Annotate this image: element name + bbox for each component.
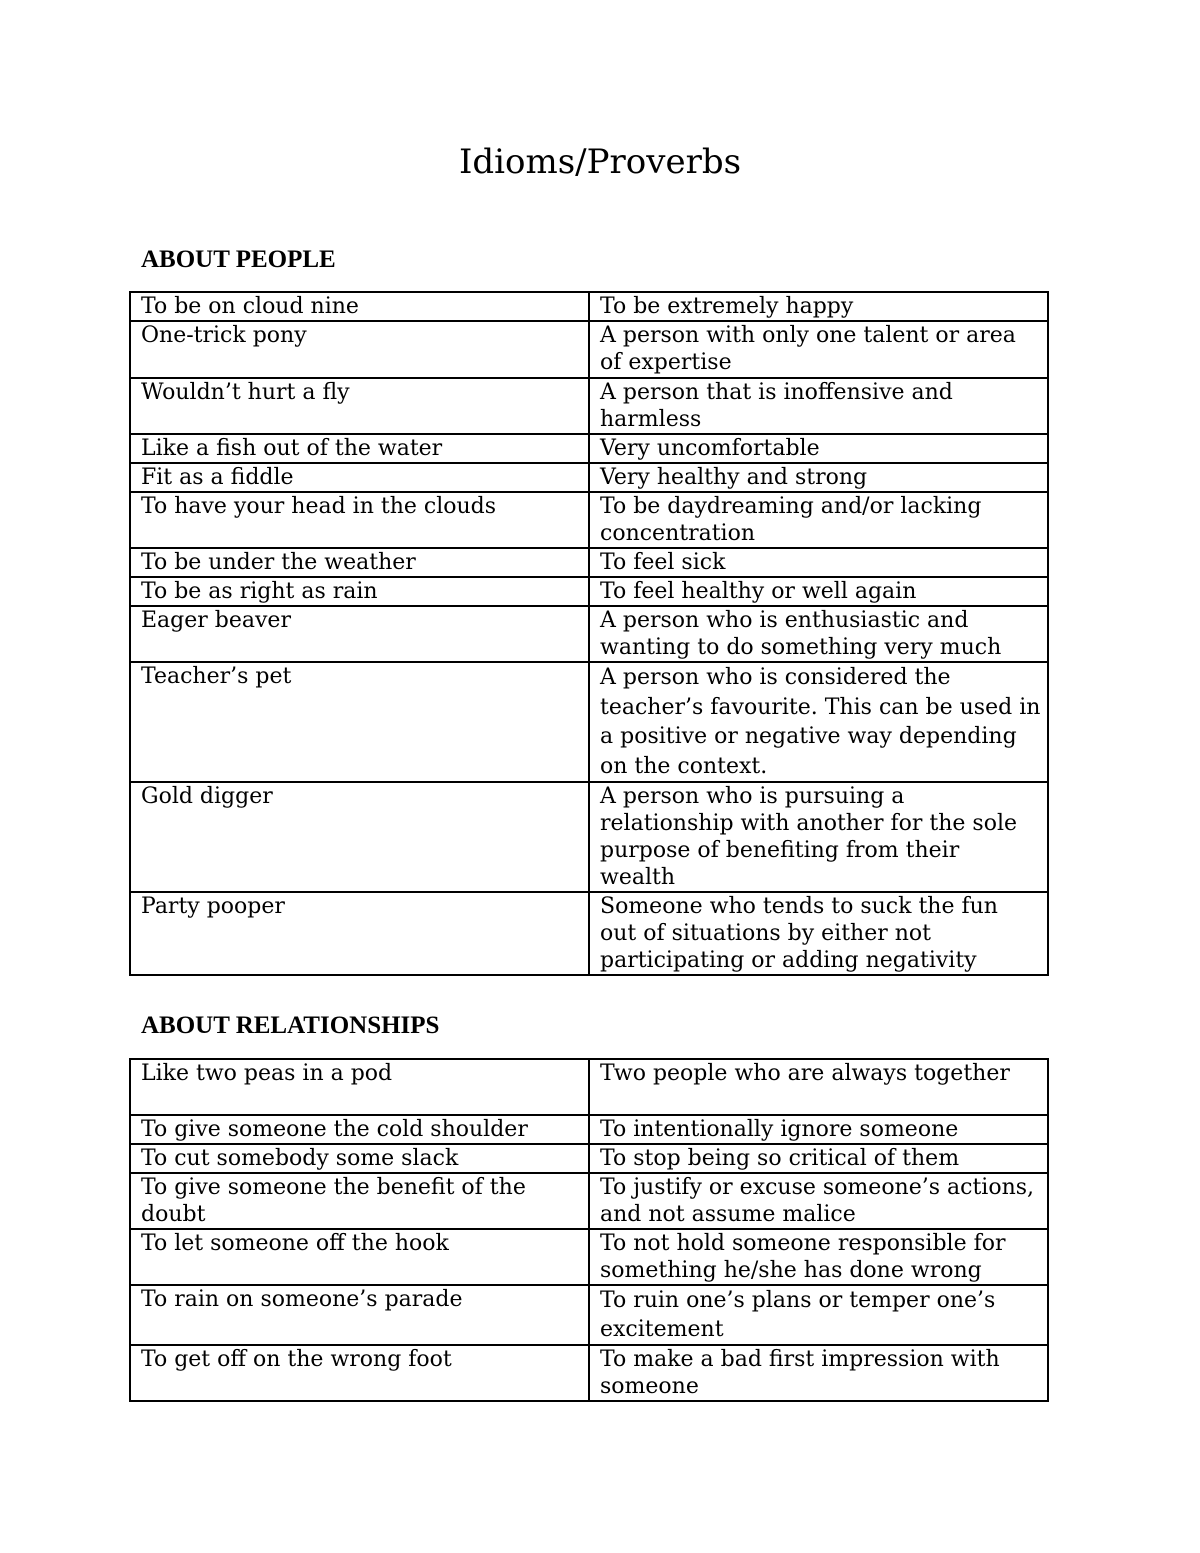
idiom-cell: Teacher’s pet xyxy=(130,662,589,782)
idiom-cell: One-trick pony xyxy=(130,321,589,378)
table-row xyxy=(130,1345,1048,1401)
table-row xyxy=(130,434,1048,463)
idiom-cell: Like two peas in a pod xyxy=(130,1059,589,1115)
idioms-table-people xyxy=(129,291,1049,976)
table-row xyxy=(130,1144,1048,1173)
table-row xyxy=(130,1115,1048,1144)
table-row xyxy=(130,1059,1048,1115)
idiom-cell: To rain on someone’s parade xyxy=(130,1285,589,1345)
table-row xyxy=(130,292,1048,321)
table-row xyxy=(130,1285,1048,1345)
table-row xyxy=(130,782,1048,892)
idiom-cell: Fit as a fiddle xyxy=(130,463,589,492)
table-row xyxy=(130,1173,1048,1229)
meaning-cell: To be extremely happy xyxy=(589,292,1048,321)
idiom-cell: To give someone the benefit of the doubt xyxy=(130,1173,589,1229)
table-row xyxy=(130,892,1048,975)
idiom-cell: To be under the weather xyxy=(130,548,589,577)
meaning-cell: Very uncomfortable xyxy=(589,434,1048,463)
meaning-cell: Very healthy and strong xyxy=(589,463,1048,492)
idiom-cell: To be on cloud nine xyxy=(130,292,589,321)
meaning-cell: A person who is enthusiastic and wanting to do something very much xyxy=(589,606,1048,662)
meaning-cell: A person who is pursuing a relationship with another for the sole purpose of benefiting from their wealth xyxy=(589,782,1048,892)
meaning-cell: A person that is inoffensive and harmless xyxy=(589,378,1048,434)
section-heading-about-people: ABOUT PEOPLE xyxy=(141,246,336,273)
idiom-cell: To cut somebody some slack xyxy=(130,1144,589,1173)
meaning-cell: Two people who are always together xyxy=(589,1059,1048,1115)
idiom-cell: To get off on the wrong foot xyxy=(130,1345,589,1401)
table-row xyxy=(130,463,1048,492)
idiom-cell: To give someone the cold shoulder xyxy=(130,1115,589,1144)
idiom-cell: Gold digger xyxy=(130,782,589,892)
meaning-cell: To stop being so critical of them xyxy=(589,1144,1048,1173)
meaning-cell: To ruin one’s plans or temper one’s excitement xyxy=(589,1285,1048,1345)
table-row xyxy=(130,548,1048,577)
idiom-cell: Eager beaver xyxy=(130,606,589,662)
meaning-cell: To feel healthy or well again xyxy=(589,577,1048,606)
idiom-cell: To be as right as rain xyxy=(130,577,589,606)
meaning-cell: A person with only one talent or area of expertise xyxy=(589,321,1048,378)
table-row xyxy=(130,606,1048,662)
section-heading-about-relationships: ABOUT RELATIONSHIPS xyxy=(141,1012,440,1039)
meaning-cell: Someone who tends to suck the fun out of situations by either not participating or adding negativity xyxy=(589,892,1048,975)
idiom-cell: To let someone off the hook xyxy=(130,1229,589,1285)
idiom-cell: Like a fish out of the water xyxy=(130,434,589,463)
table-row xyxy=(130,321,1048,378)
table-row xyxy=(130,492,1048,548)
idiom-cell: Wouldn’t hurt a fly xyxy=(130,378,589,434)
meaning-cell: To feel sick xyxy=(589,548,1048,577)
meaning-cell: To be daydreaming and/or lacking concentration xyxy=(589,492,1048,548)
idioms-table-relationships xyxy=(129,1058,1049,1402)
table-row xyxy=(130,1229,1048,1285)
table-row xyxy=(130,662,1048,782)
table-row xyxy=(130,378,1048,434)
page-title: Idioms/Proverbs xyxy=(458,142,742,182)
meaning-cell: To intentionally ignore someone xyxy=(589,1115,1048,1144)
meaning-cell: To not hold someone responsible for something he/she has done wrong xyxy=(589,1229,1048,1285)
idiom-cell: Party pooper xyxy=(130,892,589,975)
idiom-cell: To have your head in the clouds xyxy=(130,492,589,548)
meaning-cell: To justify or excuse someone’s actions, and not assume malice xyxy=(589,1173,1048,1229)
meaning-cell: To make a bad first impression with someone xyxy=(589,1345,1048,1401)
meaning-cell: A person who is considered the teacher’s favourite. This can be used in a positive or negative way depending on the context. xyxy=(589,662,1048,782)
table-row xyxy=(130,577,1048,606)
